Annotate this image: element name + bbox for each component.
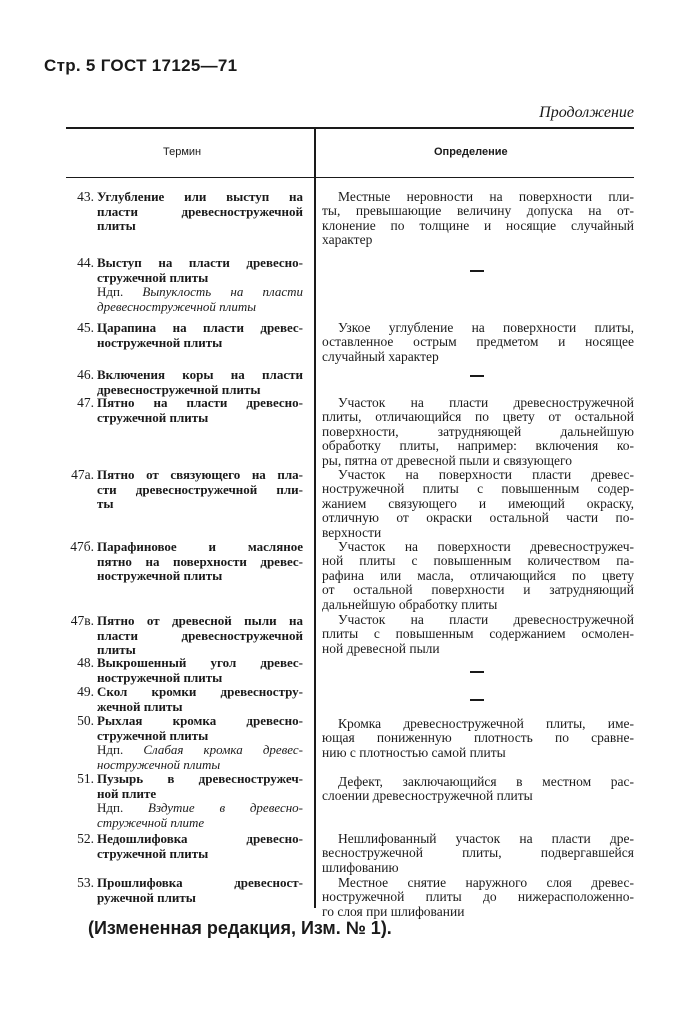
term-text: [97, 656, 303, 685]
term-line: стружечной плиты: [97, 727, 209, 743]
deprecated-label: Ндп.: [97, 742, 124, 757]
term-text: [97, 832, 303, 861]
term-line: сти древесностружечной пли-: [97, 481, 303, 497]
column-divider: [314, 128, 316, 908]
term-line: плиты: [97, 642, 136, 657]
term-text: [97, 256, 303, 314]
term-line: Пузырь в древесностружеч-: [97, 771, 303, 786]
definition-line: Участок на пласти древесностружечной: [338, 612, 634, 627]
definition-line: Кромка древесностружечной плиты, име-: [338, 716, 634, 731]
definition-line: ры, пятна от древесной пыли и связующего: [322, 452, 572, 468]
term-number: 47в.: [70, 613, 94, 628]
definition-line: дальнейшую обработку плиты: [322, 596, 498, 612]
definition-line: Узкое углубление на поверхности плиты,: [338, 320, 634, 335]
term-text: [97, 614, 303, 658]
term-number: 51.: [77, 771, 94, 786]
term-line: Выступ на пласти древесно-: [97, 255, 303, 270]
definition-line: слоении древесностружечной плиты: [322, 788, 533, 804]
definition-line: Местные неровности на поверхности пли-: [338, 189, 634, 204]
definition-text: [322, 540, 634, 612]
term-number: 49.: [77, 684, 94, 699]
term-text: [97, 396, 303, 425]
term-text: [97, 190, 303, 234]
term-line: Прошлифовка древесност-: [97, 875, 303, 890]
definition-line: оставленное острым предметом и носящее: [322, 334, 634, 350]
term-line: Скол кромки древесностру-: [97, 684, 303, 699]
deprecated-term: Выпуклость на пласти: [142, 284, 303, 299]
definition-line: Участок на пласти древесностружечной: [338, 395, 634, 410]
deprecated-term-line: [97, 801, 303, 816]
definition-line: Нешлифованный участок на пласти дре-: [338, 831, 634, 846]
term-line: Царапина на пласти древес-: [97, 320, 303, 335]
term-line: ностружечной плиты: [97, 568, 223, 583]
term-number: 44.: [77, 255, 94, 270]
definition-line: Местное снятие наружного слоя древес-: [338, 875, 634, 890]
term-line: ружечной плиты: [97, 889, 196, 905]
term-line: стружечной плиты: [97, 845, 209, 861]
term-line: Выкрошенный угол древес-: [97, 655, 303, 670]
definition-line: клонение по толщине и носящие случайный: [322, 217, 634, 233]
definition-line: Участок на поверхности пласти древес-: [338, 467, 634, 482]
definition-line: рафина или масла, отличающийся по цвету: [322, 567, 634, 583]
term-text: [97, 772, 303, 830]
definition-line: ностружечной плиты до нижерасположенно-: [322, 889, 634, 905]
term-number: 52.: [77, 831, 94, 846]
term-line: Парафиновое и масляное: [97, 539, 303, 554]
definition-line: ющая пониженную плотность по сравне-: [322, 730, 634, 746]
definition-line: весностружечной плиты, подвергавшейся: [322, 845, 634, 861]
definition-line: шлифованию: [322, 859, 399, 875]
deprecated-term: Слабая кромка древес-: [143, 742, 303, 757]
deprecated-term: ностружечной плиты: [97, 756, 221, 772]
term-line: Рыхлая кромка древесно-: [97, 713, 303, 728]
table-top-rule: [66, 127, 634, 129]
term-number: 46.: [77, 367, 94, 382]
definition-line: ной древесной пыли: [322, 640, 440, 656]
definition-text: [322, 717, 634, 760]
continuation-label: Продолжение: [539, 104, 634, 121]
term-number: 47б.: [70, 539, 94, 554]
term-line: ной плите: [97, 785, 157, 801]
term-line: древесностружечной плиты: [97, 381, 261, 397]
deprecated-label: Ндп.: [97, 284, 124, 299]
term-line: пласти древесностружечной: [97, 203, 303, 219]
term-number: 47.: [77, 395, 94, 410]
definition-text: [322, 396, 634, 468]
deprecated-term: древесностружечной плиты: [97, 298, 257, 314]
definition-line: плиты, отличающийся по цвету от остальной: [322, 409, 634, 425]
definition-line: поверхности, затрудняющей дальнейшую: [322, 423, 634, 439]
term-line: стружечной плиты: [97, 269, 209, 285]
definition-line: от остальной поверхности и затрудняющий: [322, 582, 634, 598]
definition-dash: [470, 375, 484, 377]
definition-line: случайный характер: [322, 348, 439, 364]
definition-line: Участок на поверхности древесностружеч-: [338, 539, 634, 554]
definition-line: ной плиты с повышенным количеством па-: [322, 553, 634, 569]
term-line: пласти древесностружечной: [97, 627, 303, 643]
term-line: Включения коры на пласти: [97, 367, 303, 382]
definition-dash: [470, 699, 484, 701]
deprecated-term-line: [97, 300, 303, 315]
term-line: ностружечной плиты: [97, 669, 223, 685]
definition-text: [322, 832, 634, 875]
page-header: Стр. 5 ГОСТ 17125—71: [44, 56, 238, 75]
term-text: [97, 368, 303, 397]
deprecated-term-line: [97, 758, 303, 773]
term-line: Пятно от древесной пыли на: [97, 613, 303, 628]
definition-text: [322, 190, 634, 248]
deprecated-term-line: [97, 816, 303, 831]
term-number: 43.: [77, 189, 94, 204]
definition-line: характер: [322, 232, 373, 248]
term-line: ностружечной плиты: [97, 334, 223, 350]
term-line: ты: [97, 496, 114, 511]
definition-line: Дефект, заключающийся в местном рас-: [338, 774, 634, 789]
table-header-rule: [66, 177, 634, 178]
term-line: плиты: [97, 218, 136, 233]
term-text: [97, 540, 303, 584]
definition-line: нию с плотностью самой плиты: [322, 744, 506, 760]
term-number: 48.: [77, 655, 94, 670]
definition-line: го слоя при шлифовании: [322, 903, 465, 919]
deprecated-term-line: [97, 743, 303, 758]
amendment-note: (Измененная редакция, Изм. № 1).: [88, 918, 392, 938]
term-line: стружечной плиты: [97, 409, 209, 425]
definition-line: ностружечной плиты с повышенным содер-: [322, 481, 634, 497]
definition-line: верхности: [322, 524, 382, 540]
term-number: 45.: [77, 320, 94, 335]
term-text: [97, 468, 303, 512]
definition-dash: [470, 270, 484, 272]
definition-text: [322, 468, 634, 540]
term-line: жечной плиты: [97, 698, 183, 714]
definition-line: обработку плиты, например: включения ко-: [322, 438, 634, 454]
term-line: Недошлифовка древесно-: [97, 831, 303, 846]
definition-line: отличную от окраски остальной части по-: [322, 510, 634, 526]
definition-text: [322, 876, 634, 919]
deprecated-term: Вздутие в древесно-: [148, 800, 303, 815]
definition-text: [322, 613, 634, 656]
term-number: 53.: [77, 875, 94, 890]
deprecated-term: стружечной плите: [97, 814, 205, 830]
column-header-definition: Определение: [434, 146, 508, 158]
term-text: [97, 321, 303, 350]
term-text: [97, 714, 303, 772]
definition-dash: [470, 671, 484, 673]
term-text: [97, 876, 303, 905]
term-text: [97, 685, 303, 714]
definition-line: плиты с повышенным содержанием осмолен-: [322, 626, 634, 642]
term-number: 47а.: [71, 467, 94, 482]
term-number: 50.: [77, 713, 94, 728]
definition-text: [322, 775, 634, 804]
deprecated-term-line: [97, 285, 303, 300]
term-line: Пятно на пласти древесно-: [97, 395, 303, 410]
column-header-term: Термин: [163, 146, 202, 158]
term-line: Углубление или выступ на: [97, 189, 303, 204]
term-line: Пятно от связующего на пла-: [97, 467, 303, 482]
definition-line: жанием связующего и имеющий окраску,: [322, 495, 634, 511]
definition-text: [322, 321, 634, 364]
deprecated-label: Ндп.: [97, 800, 124, 815]
definition-line: ты, превышающие величину допуска на от-: [322, 203, 634, 219]
term-line: пятно на поверхности древес-: [97, 553, 303, 569]
